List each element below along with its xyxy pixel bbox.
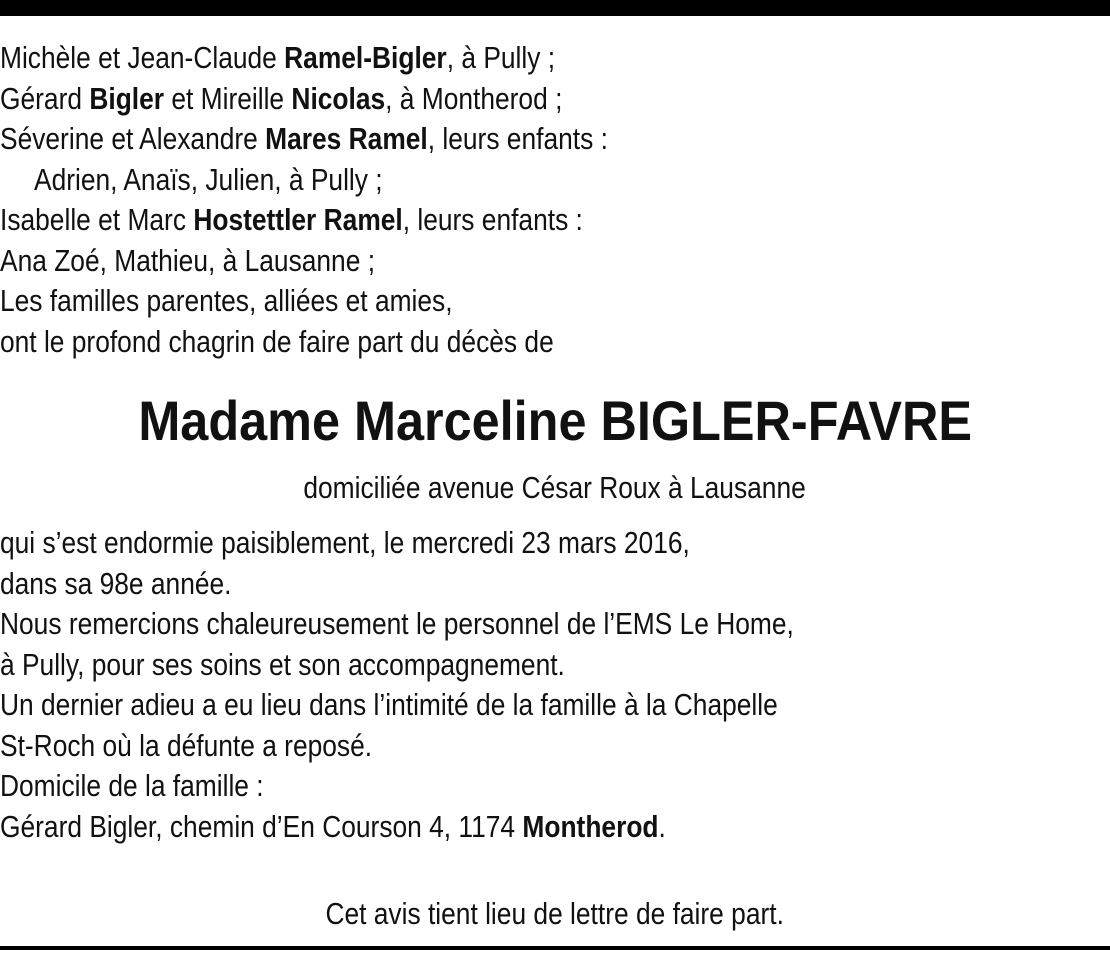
body-line: Un dernier adieu a eu lieu dans l’intimité de la famille à la Chapelle — [0, 687, 778, 722]
body-line: St-Roch où la défunte a reposé. — [0, 727, 373, 763]
closing-note: Cet avis tient lieu de lettre de faire part. — [325, 896, 785, 931]
body-line: à Pully, pour ses soins et son accompagnement. — [0, 646, 565, 682]
family-line: Ana Zoé, Mathieu, à Lausanne ; — [0, 242, 376, 278]
bottom-rule — [0, 946, 1110, 950]
body-line: dans sa 98e année. — [0, 565, 232, 601]
family-line: Adrien, Anaïs, Julien, à Pully ; — [34, 161, 383, 197]
top-rule — [0, 0, 1110, 16]
body-line: Nous remercions chaleureusement le personnel de l’EMS Le Home, — [0, 606, 794, 641]
deceased-address: domiciliée avenue César Roux à Lausanne — [303, 470, 807, 505]
body-line: qui s’est endormie paisiblement, le mercredi 23 mars 2016, — [0, 525, 690, 560]
family-address: Gérard Bigler, chemin d’En Courson 4, 1174 Montherod. — [0, 808, 666, 844]
family-line: Michèle et Jean-Claude Ramel-Bigler, à Pully ; — [0, 40, 556, 75]
family-line: ont le profond chagrin de faire part du décès de — [0, 323, 554, 359]
family-line: Gérard Bigler et Mireille Nicolas, à Montherod ; — [0, 80, 563, 116]
family-line: Les familles parentes, alliées et amies, — [0, 283, 453, 318]
body-line: Domicile de la famille : — [0, 768, 264, 803]
family-line: Isabelle et Marc Hostettler Ramel, leurs enfants : — [0, 202, 583, 237]
deceased-name: Madame Marceline BIGLER-FAVRE — [138, 389, 972, 452]
family-list — [0, 38, 944, 362]
notice-body — [0, 523, 944, 847]
family-line: Séverine et Alexandre Mares Ramel, leurs enfants : — [0, 121, 608, 156]
